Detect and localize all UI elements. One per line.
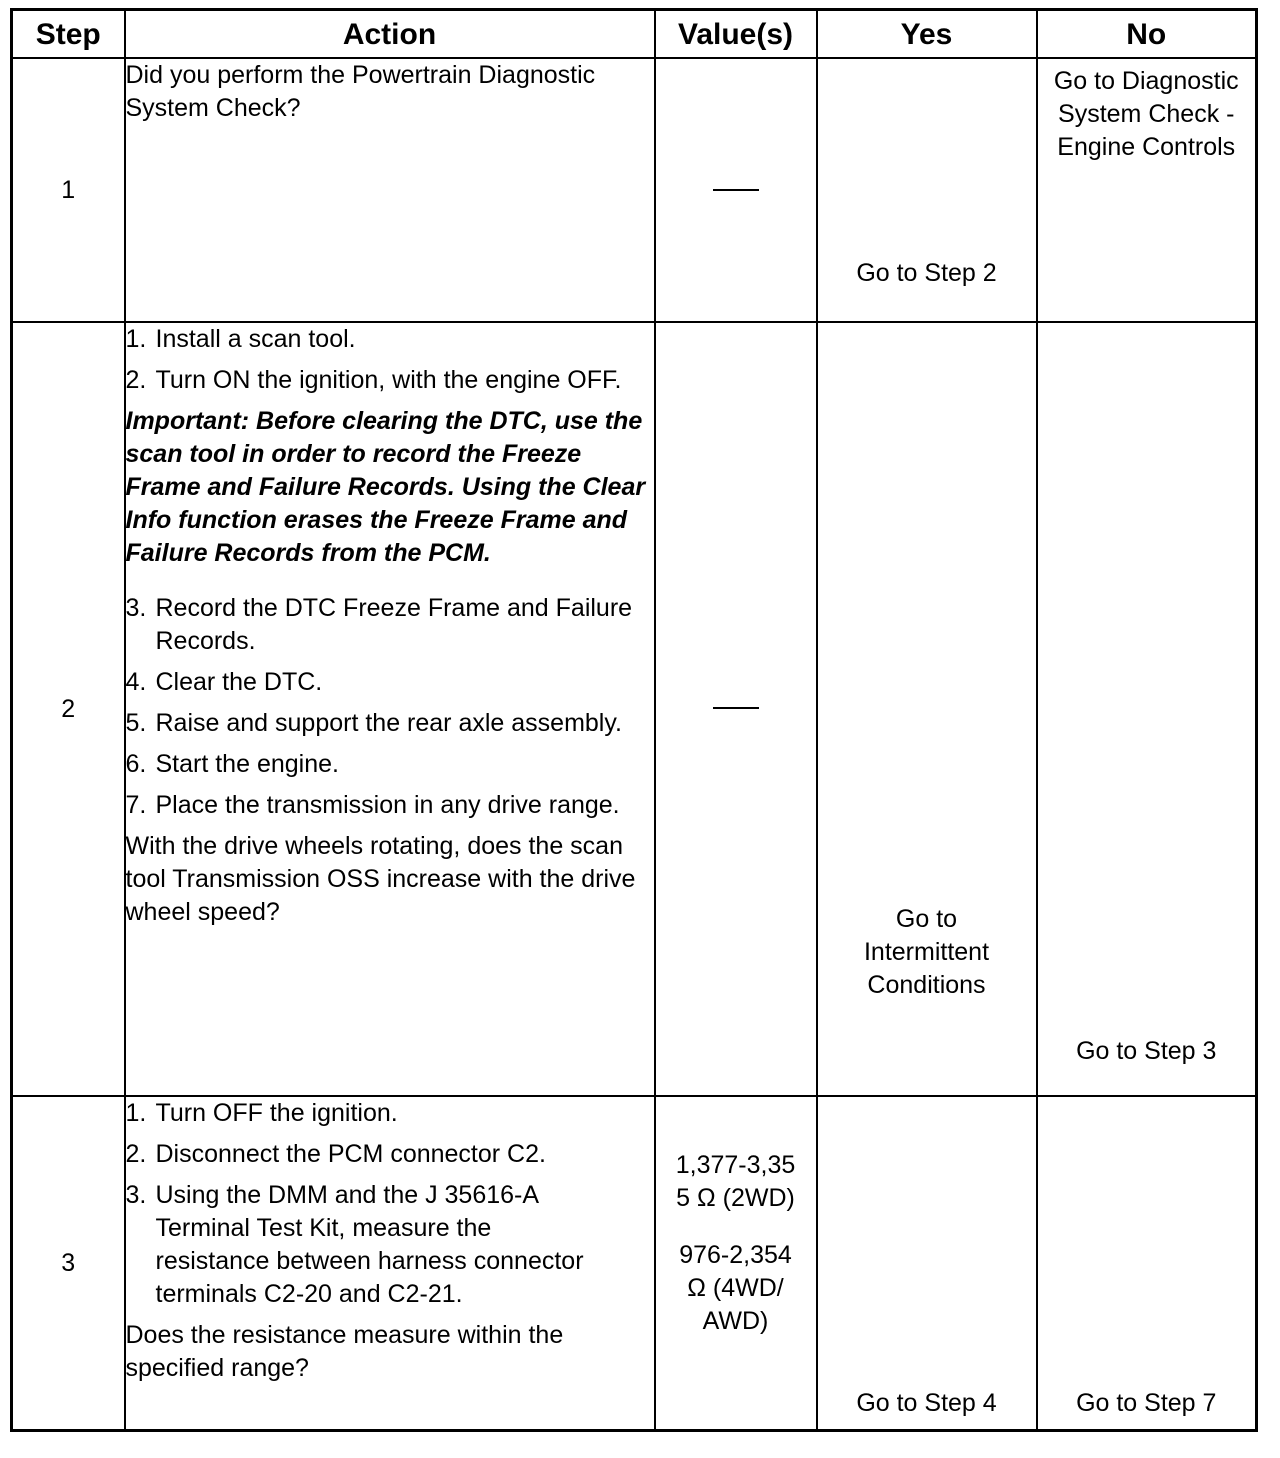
step-number: 2: [12, 322, 125, 1096]
list-text: Disconnect the PCM connector C2.: [155, 1140, 546, 1168]
list-item: [126, 1138, 654, 1171]
list-number: 1.: [125, 1099, 147, 1127]
action-question: Did you perform the Powertrain Diagnostic System Check?: [125, 61, 596, 122]
step-number: 3: [12, 1096, 125, 1431]
important-note: Important: Before clearing the DTC, use the scan tool in order to record the Freeze Frame and Failure Records. Using the Clear Info function erases the Freeze Frame and Failure Records from the PCM.: [125, 407, 646, 567]
no-cell: [1037, 1096, 1257, 1431]
list-text: Start the engine.: [155, 750, 339, 778]
yes-result: Go to Intermittent Conditions: [863, 905, 990, 999]
value-cell: [655, 1096, 817, 1431]
table-row-step-1: [12, 58, 1257, 322]
list-number: 2.: [125, 1140, 147, 1168]
list-number: 2.: [125, 366, 147, 394]
value-4wd: 976-2,354 Ω (4WD/ AWD): [679, 1241, 792, 1335]
list-item: [126, 1179, 654, 1311]
list-item: [126, 748, 654, 781]
list-number: 5.: [125, 709, 147, 737]
list-item: [126, 592, 654, 658]
list-text: Place the transmission in any drive range.: [155, 791, 620, 819]
value-cell: [655, 322, 817, 1096]
list-number: 4.: [125, 668, 147, 696]
list-text: Using the DMM and the J 35616-A Terminal Test Kit, measure the resistance between harness connector terminals C2-20 and C2-21.: [155, 1181, 584, 1308]
no-result: Go to Step 7: [1076, 1389, 1217, 1417]
no-cell: [1037, 58, 1257, 322]
list-item: [126, 1097, 654, 1130]
table-row-step-2: [12, 322, 1257, 1096]
list-number: 3.: [125, 594, 147, 622]
yes-cell: [817, 1096, 1037, 1431]
yes-cell: [817, 322, 1037, 1096]
list-item: [126, 323, 654, 356]
list-number: 3.: [125, 1181, 147, 1209]
value-cell: [655, 58, 817, 322]
no-cell: [1037, 322, 1257, 1096]
header-step: Step: [12, 10, 125, 59]
list-number: 7.: [125, 791, 147, 819]
yes-cell: [817, 58, 1037, 322]
action-cell: [125, 322, 655, 1096]
diagnostic-table: [10, 8, 1258, 1432]
action-cell: [125, 1096, 655, 1431]
list-text: Clear the DTC.: [155, 668, 323, 696]
no-result: Go to Step 3: [1076, 1037, 1217, 1065]
header-row: [12, 10, 1257, 59]
table-row-step-3: [12, 1096, 1257, 1431]
yes-result: Go to Step 2: [856, 259, 997, 287]
list-item: [126, 364, 654, 397]
list-text: Record the DTC Freeze Frame and Failure Records.: [155, 594, 633, 655]
list-item: [126, 789, 654, 822]
header-values: Value(s): [655, 10, 817, 59]
action-cell: [125, 58, 655, 322]
list-item: [126, 666, 654, 699]
list-text: Install a scan tool.: [155, 325, 356, 353]
header-no: No: [1037, 10, 1257, 59]
list-number: 6.: [125, 750, 147, 778]
value-2wd: 1,377-3,355 Ω (2WD): [675, 1151, 796, 1212]
header-yes: Yes: [817, 10, 1037, 59]
value-none-dash: [713, 707, 759, 709]
action-question: Does the resistance measure within the specified range?: [125, 1321, 564, 1382]
header-action: Action: [125, 10, 655, 59]
list-text: Raise and support the rear axle assembly.: [155, 709, 622, 737]
list-text: Turn OFF the ignition.: [155, 1099, 398, 1127]
value-none-dash: [713, 189, 759, 191]
list-item: [126, 707, 654, 740]
yes-result: Go to Step 4: [856, 1389, 997, 1417]
list-number: 1.: [125, 325, 147, 353]
no-result: Go to Diagnostic System Check - Engine Controls: [1053, 67, 1239, 161]
action-question: With the drive wheels rotating, does the scan tool Transmission OSS increase with the drive wheel speed?: [125, 832, 636, 926]
step-number: 1: [12, 58, 125, 322]
list-text: Turn ON the ignition, with the engine OFF.: [155, 366, 622, 394]
